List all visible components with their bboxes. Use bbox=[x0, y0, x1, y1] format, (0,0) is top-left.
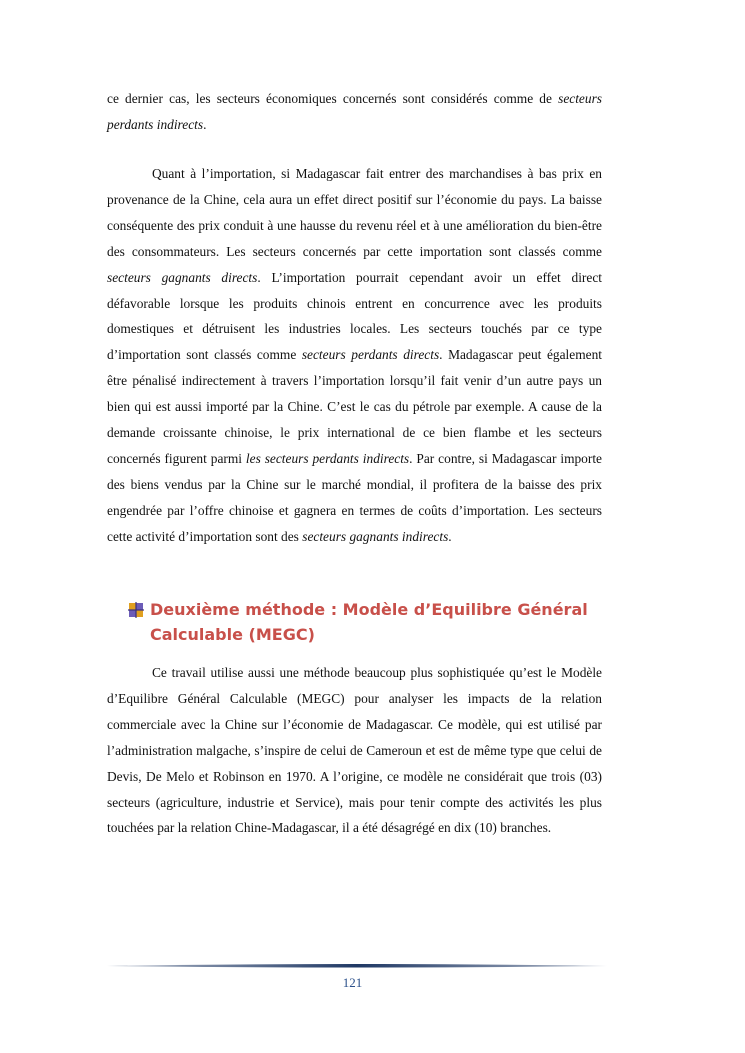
paragraph-2-emphasis-4: secteurs gagnants indirects bbox=[302, 528, 449, 544]
paragraph-2-text-1: Quant à l’importation, si Madagascar fait entrer des marchandises à bas prix en provenance de la Chine, cela aura un effet direct positif sur l’économie du pays. La baisse conséquente des prix conduit à une hausse du revenu réel et à une amélioration du bien-être des consommateurs. Les secteurs concernés par cette importation sont classés comme bbox=[107, 166, 602, 259]
paragraph-2-emphasis-3: les secteurs perdants indirects bbox=[245, 450, 410, 466]
paragraph-1-text: ce dernier cas, les secteurs économiques concernés sont considérés comme de bbox=[107, 91, 559, 106]
paragraph-2-text-4: . Par contre, si Madagascar importe des biens vendus par la Chine sur le marché mondial, il profitera de la baisse des prix engendrée par l’offre chinoise et gagnera en termes de coûts d’importation. Les secteurs cette activité d’importation sont des bbox=[107, 450, 603, 544]
paragraph-3 bbox=[107, 660, 602, 841]
paragraph-2-emphasis-2: secteurs perdants directs bbox=[301, 347, 440, 363]
section-heading-line-1: Deuxième méthode : Modèle d’Equilibre Général bbox=[150, 600, 588, 619]
paragraph-2-text-3: . Madagascar peut également être pénalisé indirectement à travers l’importation lorsqu’il fait venir d’un autre pays un bien qui est aussi importé par la Chine. C’est le cas du pétrole par exemple. A cause de la demande croissante chinoise, le prix international de ce bien flambe et les secteurs concernés figurent parmi bbox=[107, 347, 602, 466]
paragraph-1-emphasis: secteurs perdants indirects bbox=[107, 91, 602, 132]
paragraph-3-text: Ce travail utilise aussi une méthode beaucoup plus sophistiquée qu’est le Modèle d’Equilibre Général Calculable (MEGC) pour analyser les impacts de la relation commerciale avec la Chine sur l’économie de Madagascar. Ce modèle, qui est utilisé par l’administration malgache, s’inspire de celui de Cameroun et est de même type que celui de Devis, De Melo et Robinson en 1970. A l’origine, ce modèle ne considérait que trois (03) secteurs (agriculture, industrie et Service), mais pour tenir compte des activités les plus touchées par la relation Chine-Madagascar, il a été désagrégé en dix (10) branches. bbox=[107, 665, 602, 836]
footer-rule bbox=[107, 962, 607, 970]
bullet-square-icon bbox=[128, 602, 144, 618]
paragraph-2-emphasis-1: secteurs gagnants directs bbox=[107, 269, 258, 285]
paragraph-2-text-2: . L’importation pourrait cependant avoir un effet direct défavorable lorsque les produits chinois entrent en concurrence avec les produits domestiques et détruisent les industries locales. Les secteurs touchés par ce type d’importation sont classés comme bbox=[107, 269, 602, 363]
paragraph-1-end: . bbox=[203, 116, 207, 132]
section-heading bbox=[128, 597, 588, 647]
page-number: 121 bbox=[342, 975, 363, 990]
paragraph-1 bbox=[107, 86, 602, 138]
section-heading-line-2: Calculable (MEGC) bbox=[150, 625, 315, 644]
paragraph-2-text-5: . bbox=[448, 528, 452, 544]
paragraph-2 bbox=[107, 161, 602, 550]
